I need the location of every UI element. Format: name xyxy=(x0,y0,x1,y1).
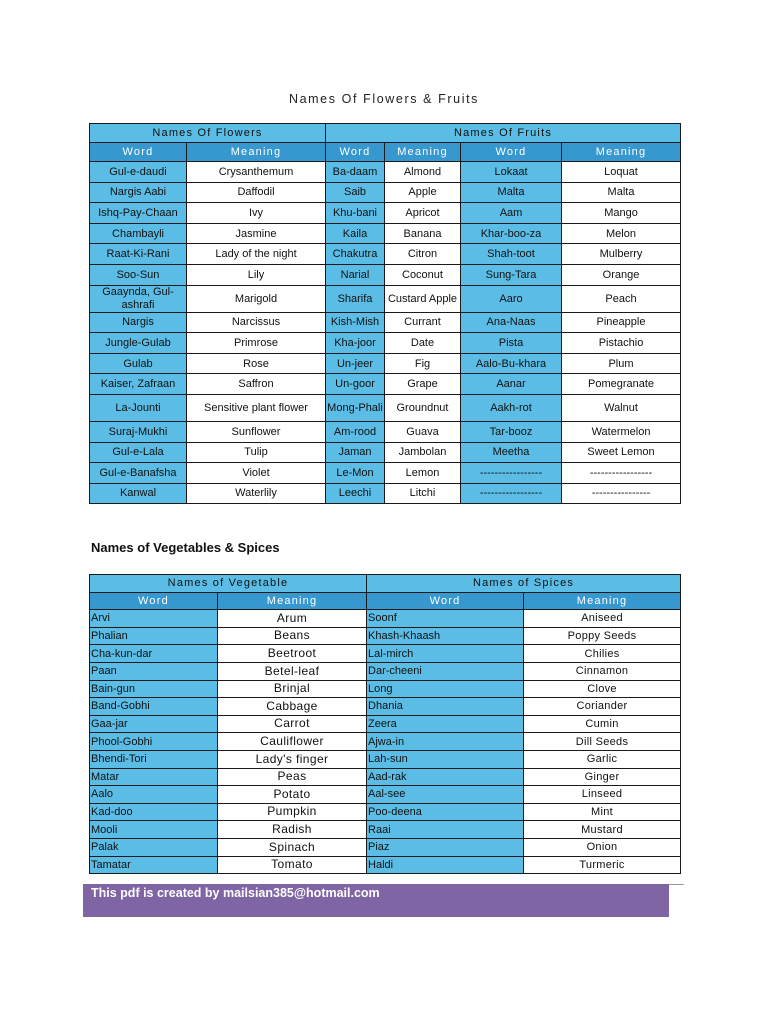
table-row xyxy=(90,463,681,484)
meaning-cell: Dill Seeds xyxy=(524,733,681,751)
meaning-cell: Sweet Lemon xyxy=(562,442,681,463)
meaning-cell: Potato xyxy=(218,786,367,804)
table-row xyxy=(90,162,681,183)
meaning-cell: Currant xyxy=(385,312,461,333)
meaning-cell: Almond xyxy=(385,162,461,183)
header-spices: Names of Spices xyxy=(367,575,681,593)
meaning-cell: Coconut xyxy=(385,264,461,285)
meaning-cell: Poppy Seeds xyxy=(524,627,681,645)
table2-column-header xyxy=(90,592,681,610)
meaning-cell: Brinjal xyxy=(218,680,367,698)
word-cell: Kaiser, Zafraan xyxy=(90,374,187,395)
meaning-cell: Pistachio xyxy=(562,333,681,354)
meaning-cell: Mustard xyxy=(524,821,681,839)
word-cell: Aaro xyxy=(461,285,562,312)
table-row xyxy=(90,821,681,839)
word-cell: Soo-Sun xyxy=(90,264,187,285)
table-row xyxy=(90,312,681,333)
meaning-cell: Arum xyxy=(218,610,367,628)
word-cell: Zeera xyxy=(367,715,524,733)
table-row xyxy=(90,182,681,203)
footer-text: This pdf is created by mailsian385@hotmail.com xyxy=(91,886,380,900)
meaning-cell: Daffodil xyxy=(187,182,326,203)
word-cell: ----------------- xyxy=(461,463,562,484)
meaning-cell: Spinach xyxy=(218,838,367,856)
meaning-cell: Jambolan xyxy=(385,442,461,463)
meaning-cell: Rose xyxy=(187,353,326,374)
header-flowers: Names Of Flowers xyxy=(90,124,326,143)
meaning-cell: Pomegranate xyxy=(562,374,681,395)
word-cell: Am-rood xyxy=(326,421,385,442)
meaning-cell: Pineapple xyxy=(562,312,681,333)
vegetables-spices-table xyxy=(89,574,681,874)
word-cell: Lal-mirch xyxy=(367,645,524,663)
word-cell: Khash-Khaash xyxy=(367,627,524,645)
word-cell: Shah-toot xyxy=(461,244,562,265)
word-cell: Saib xyxy=(326,182,385,203)
meaning-cell: Sensitive plant flower xyxy=(187,394,326,421)
word-cell: Raat-Ki-Rani xyxy=(90,244,187,265)
col-word: Word xyxy=(367,592,524,610)
table-row xyxy=(90,333,681,354)
word-cell: Soonf xyxy=(367,610,524,628)
meaning-cell: Tomato xyxy=(218,856,367,874)
meaning-cell: Linseed xyxy=(524,786,681,804)
word-cell: Gul-e-Lala xyxy=(90,442,187,463)
meaning-cell: Chilies xyxy=(524,645,681,663)
meaning-cell: Ginger xyxy=(524,768,681,786)
word-cell: Ajwa-in xyxy=(367,733,524,751)
word-cell: Arvi xyxy=(90,610,218,628)
meaning-cell: Litchi xyxy=(385,483,461,504)
meaning-cell: Coriander xyxy=(524,698,681,716)
word-cell: Aakh-rot xyxy=(461,394,562,421)
word-cell: Cha-kun-dar xyxy=(90,645,218,663)
word-cell: Nargis Aabi xyxy=(90,182,187,203)
table-row xyxy=(90,627,681,645)
word-cell: Kaila xyxy=(326,223,385,244)
meaning-cell: Lemon xyxy=(385,463,461,484)
meaning-cell: Plum xyxy=(562,353,681,374)
meaning-cell: Betel-leaf xyxy=(218,662,367,680)
word-cell: Khar-boo-za xyxy=(461,223,562,244)
meaning-cell: Grape xyxy=(385,374,461,395)
word-cell: Sung-Tara xyxy=(461,264,562,285)
word-cell: Ishq-Pay-Chaan xyxy=(90,203,187,224)
table2-group-header xyxy=(90,575,681,593)
word-cell: Matar xyxy=(90,768,218,786)
col-meaning: Meaning xyxy=(524,592,681,610)
word-cell: Aalo-Bu-khara xyxy=(461,353,562,374)
meaning-cell: ----------------- xyxy=(562,463,681,484)
word-cell: Ba-daam xyxy=(326,162,385,183)
table-row xyxy=(90,786,681,804)
word-cell: Gul-e-Banafsha xyxy=(90,463,187,484)
word-cell: Narial xyxy=(326,264,385,285)
meaning-cell: ---------------- xyxy=(562,483,681,504)
meaning-cell: Custard Apple xyxy=(385,285,461,312)
word-cell: Phool-Gobhi xyxy=(90,733,218,751)
word-cell: Sharifa xyxy=(326,285,385,312)
meaning-cell: Sunflower xyxy=(187,421,326,442)
table-row xyxy=(90,483,681,504)
word-cell: Meetha xyxy=(461,442,562,463)
meaning-cell: Groundnut xyxy=(385,394,461,421)
table-row xyxy=(90,374,681,395)
meaning-cell: Mulberry xyxy=(562,244,681,265)
meaning-cell: Melon xyxy=(562,223,681,244)
table-row xyxy=(90,645,681,663)
word-cell: Phalian xyxy=(90,627,218,645)
word-cell: Aal-see xyxy=(367,786,524,804)
meaning-cell: Saffron xyxy=(187,374,326,395)
word-cell: Gaa-jar xyxy=(90,715,218,733)
meaning-cell: Guava xyxy=(385,421,461,442)
word-cell: Poo-deena xyxy=(367,803,524,821)
table-row xyxy=(90,680,681,698)
word-cell: Band-Gobhi xyxy=(90,698,218,716)
meaning-cell: Peach xyxy=(562,285,681,312)
word-cell: Suraj-Mukhi xyxy=(90,421,187,442)
meaning-cell: Peas xyxy=(218,768,367,786)
table-row xyxy=(90,264,681,285)
word-cell: Gaaynda, Gul-ashrafi xyxy=(90,285,187,312)
word-cell: Tamatar xyxy=(90,856,218,874)
table-row xyxy=(90,394,681,421)
table1-column-header xyxy=(90,143,681,162)
meaning-cell: Cabbage xyxy=(218,698,367,716)
meaning-cell: Date xyxy=(385,333,461,354)
table-row xyxy=(90,223,681,244)
table-row xyxy=(90,803,681,821)
meaning-cell: Banana xyxy=(385,223,461,244)
meaning-cell: Lady's finger xyxy=(218,750,367,768)
meaning-cell: Loquat xyxy=(562,162,681,183)
word-cell: Kad-doo xyxy=(90,803,218,821)
col-meaning: Meaning xyxy=(385,143,461,162)
table-row xyxy=(90,662,681,680)
meaning-cell: Fig xyxy=(385,353,461,374)
word-cell: Mong-Phali xyxy=(326,394,385,421)
word-cell: Ana-Naas xyxy=(461,312,562,333)
meaning-cell: Pumpkin xyxy=(218,803,367,821)
word-cell: Dhania xyxy=(367,698,524,716)
meaning-cell: Apricot xyxy=(385,203,461,224)
word-cell: Aalo xyxy=(90,786,218,804)
table-row xyxy=(90,203,681,224)
table-row xyxy=(90,856,681,874)
flowers-fruits-table xyxy=(89,123,681,504)
header-vegetable: Names of Vegetable xyxy=(90,575,367,593)
word-cell: ----------------- xyxy=(461,483,562,504)
meaning-cell: Cinnamon xyxy=(524,662,681,680)
word-cell: Pista xyxy=(461,333,562,354)
word-cell: Khu-bani xyxy=(326,203,385,224)
table-row xyxy=(90,610,681,628)
meaning-cell: Carrot xyxy=(218,715,367,733)
col-word: Word xyxy=(461,143,562,162)
table1-group-header xyxy=(90,124,681,143)
meaning-cell: Walnut xyxy=(562,394,681,421)
word-cell: Jaman xyxy=(326,442,385,463)
section-title: Names of Vegetables & Spices xyxy=(91,540,280,555)
table-row xyxy=(90,768,681,786)
word-cell: Jungle-Gulab xyxy=(90,333,187,354)
word-cell: Long xyxy=(367,680,524,698)
meaning-cell: Jasmine xyxy=(187,223,326,244)
meaning-cell: Crysanthemum xyxy=(187,162,326,183)
meaning-cell: Orange xyxy=(562,264,681,285)
word-cell: Kanwal xyxy=(90,483,187,504)
word-cell: Aam xyxy=(461,203,562,224)
word-cell: Tar-booz xyxy=(461,421,562,442)
word-cell: Kish-Mish xyxy=(326,312,385,333)
meaning-cell: Garlic xyxy=(524,750,681,768)
meaning-cell: Lily xyxy=(187,264,326,285)
meaning-cell: Cauliflower xyxy=(218,733,367,751)
word-cell: Aad-rak xyxy=(367,768,524,786)
table-row xyxy=(90,353,681,374)
col-word: Word xyxy=(326,143,385,162)
col-meaning: Meaning xyxy=(218,592,367,610)
word-cell: Bain-gun xyxy=(90,680,218,698)
meaning-cell: Beans xyxy=(218,627,367,645)
word-cell: Aanar xyxy=(461,374,562,395)
table-row xyxy=(90,715,681,733)
word-cell: Bhendi-Tori xyxy=(90,750,218,768)
header-fruits: Names Of Fruits xyxy=(326,124,681,143)
word-cell: Gulab xyxy=(90,353,187,374)
meaning-cell: Malta xyxy=(562,182,681,203)
word-cell: Dar-cheeni xyxy=(367,662,524,680)
meaning-cell: Radish xyxy=(218,821,367,839)
word-cell: Lah-sun xyxy=(367,750,524,768)
word-cell: La-Jounti xyxy=(90,394,187,421)
meaning-cell: Waterlily xyxy=(187,483,326,504)
meaning-cell: Violet xyxy=(187,463,326,484)
table-row xyxy=(90,285,681,312)
meaning-cell: Primrose xyxy=(187,333,326,354)
word-cell: Palak xyxy=(90,838,218,856)
col-word: Word xyxy=(90,143,187,162)
table-row xyxy=(90,698,681,716)
word-cell: Piaz xyxy=(367,838,524,856)
meaning-cell: Marigold xyxy=(187,285,326,312)
meaning-cell: Apple xyxy=(385,182,461,203)
meaning-cell: Lady of the night xyxy=(187,244,326,265)
page-title: Names Of Flowers & Fruits xyxy=(288,92,480,106)
word-cell: Un-jeer xyxy=(326,353,385,374)
meaning-cell: Onion xyxy=(524,838,681,856)
word-cell: Paan xyxy=(90,662,218,680)
table-row xyxy=(90,750,681,768)
word-cell: Mooli xyxy=(90,821,218,839)
footer-banner xyxy=(83,884,669,917)
col-word: Word xyxy=(90,592,218,610)
word-cell: Chambayli xyxy=(90,223,187,244)
meaning-cell: Aniseed xyxy=(524,610,681,628)
col-meaning: Meaning xyxy=(562,143,681,162)
word-cell: Chakutra xyxy=(326,244,385,265)
word-cell: Nargis xyxy=(90,312,187,333)
meaning-cell: Watermelon xyxy=(562,421,681,442)
meaning-cell: Narcissus xyxy=(187,312,326,333)
word-cell: Malta xyxy=(461,182,562,203)
word-cell: Un-goor xyxy=(326,374,385,395)
table-row xyxy=(90,838,681,856)
meaning-cell: Clove xyxy=(524,680,681,698)
meaning-cell: Cumin xyxy=(524,715,681,733)
meaning-cell: Citron xyxy=(385,244,461,265)
word-cell: Gul-e-daudi xyxy=(90,162,187,183)
word-cell: Raai xyxy=(367,821,524,839)
table-row xyxy=(90,244,681,265)
meaning-cell: Tulip xyxy=(187,442,326,463)
meaning-cell: Mint xyxy=(524,803,681,821)
word-cell: Leechi xyxy=(326,483,385,504)
col-meaning: Meaning xyxy=(187,143,326,162)
meaning-cell: Mango xyxy=(562,203,681,224)
word-cell: Kha-joor xyxy=(326,333,385,354)
meaning-cell: Turmeric xyxy=(524,856,681,874)
meaning-cell: Ivy xyxy=(187,203,326,224)
table-row xyxy=(90,421,681,442)
word-cell: Le-Mon xyxy=(326,463,385,484)
word-cell: Lokaat xyxy=(461,162,562,183)
table-row xyxy=(90,733,681,751)
table-row xyxy=(90,442,681,463)
word-cell: Haldi xyxy=(367,856,524,874)
meaning-cell: Beetroot xyxy=(218,645,367,663)
